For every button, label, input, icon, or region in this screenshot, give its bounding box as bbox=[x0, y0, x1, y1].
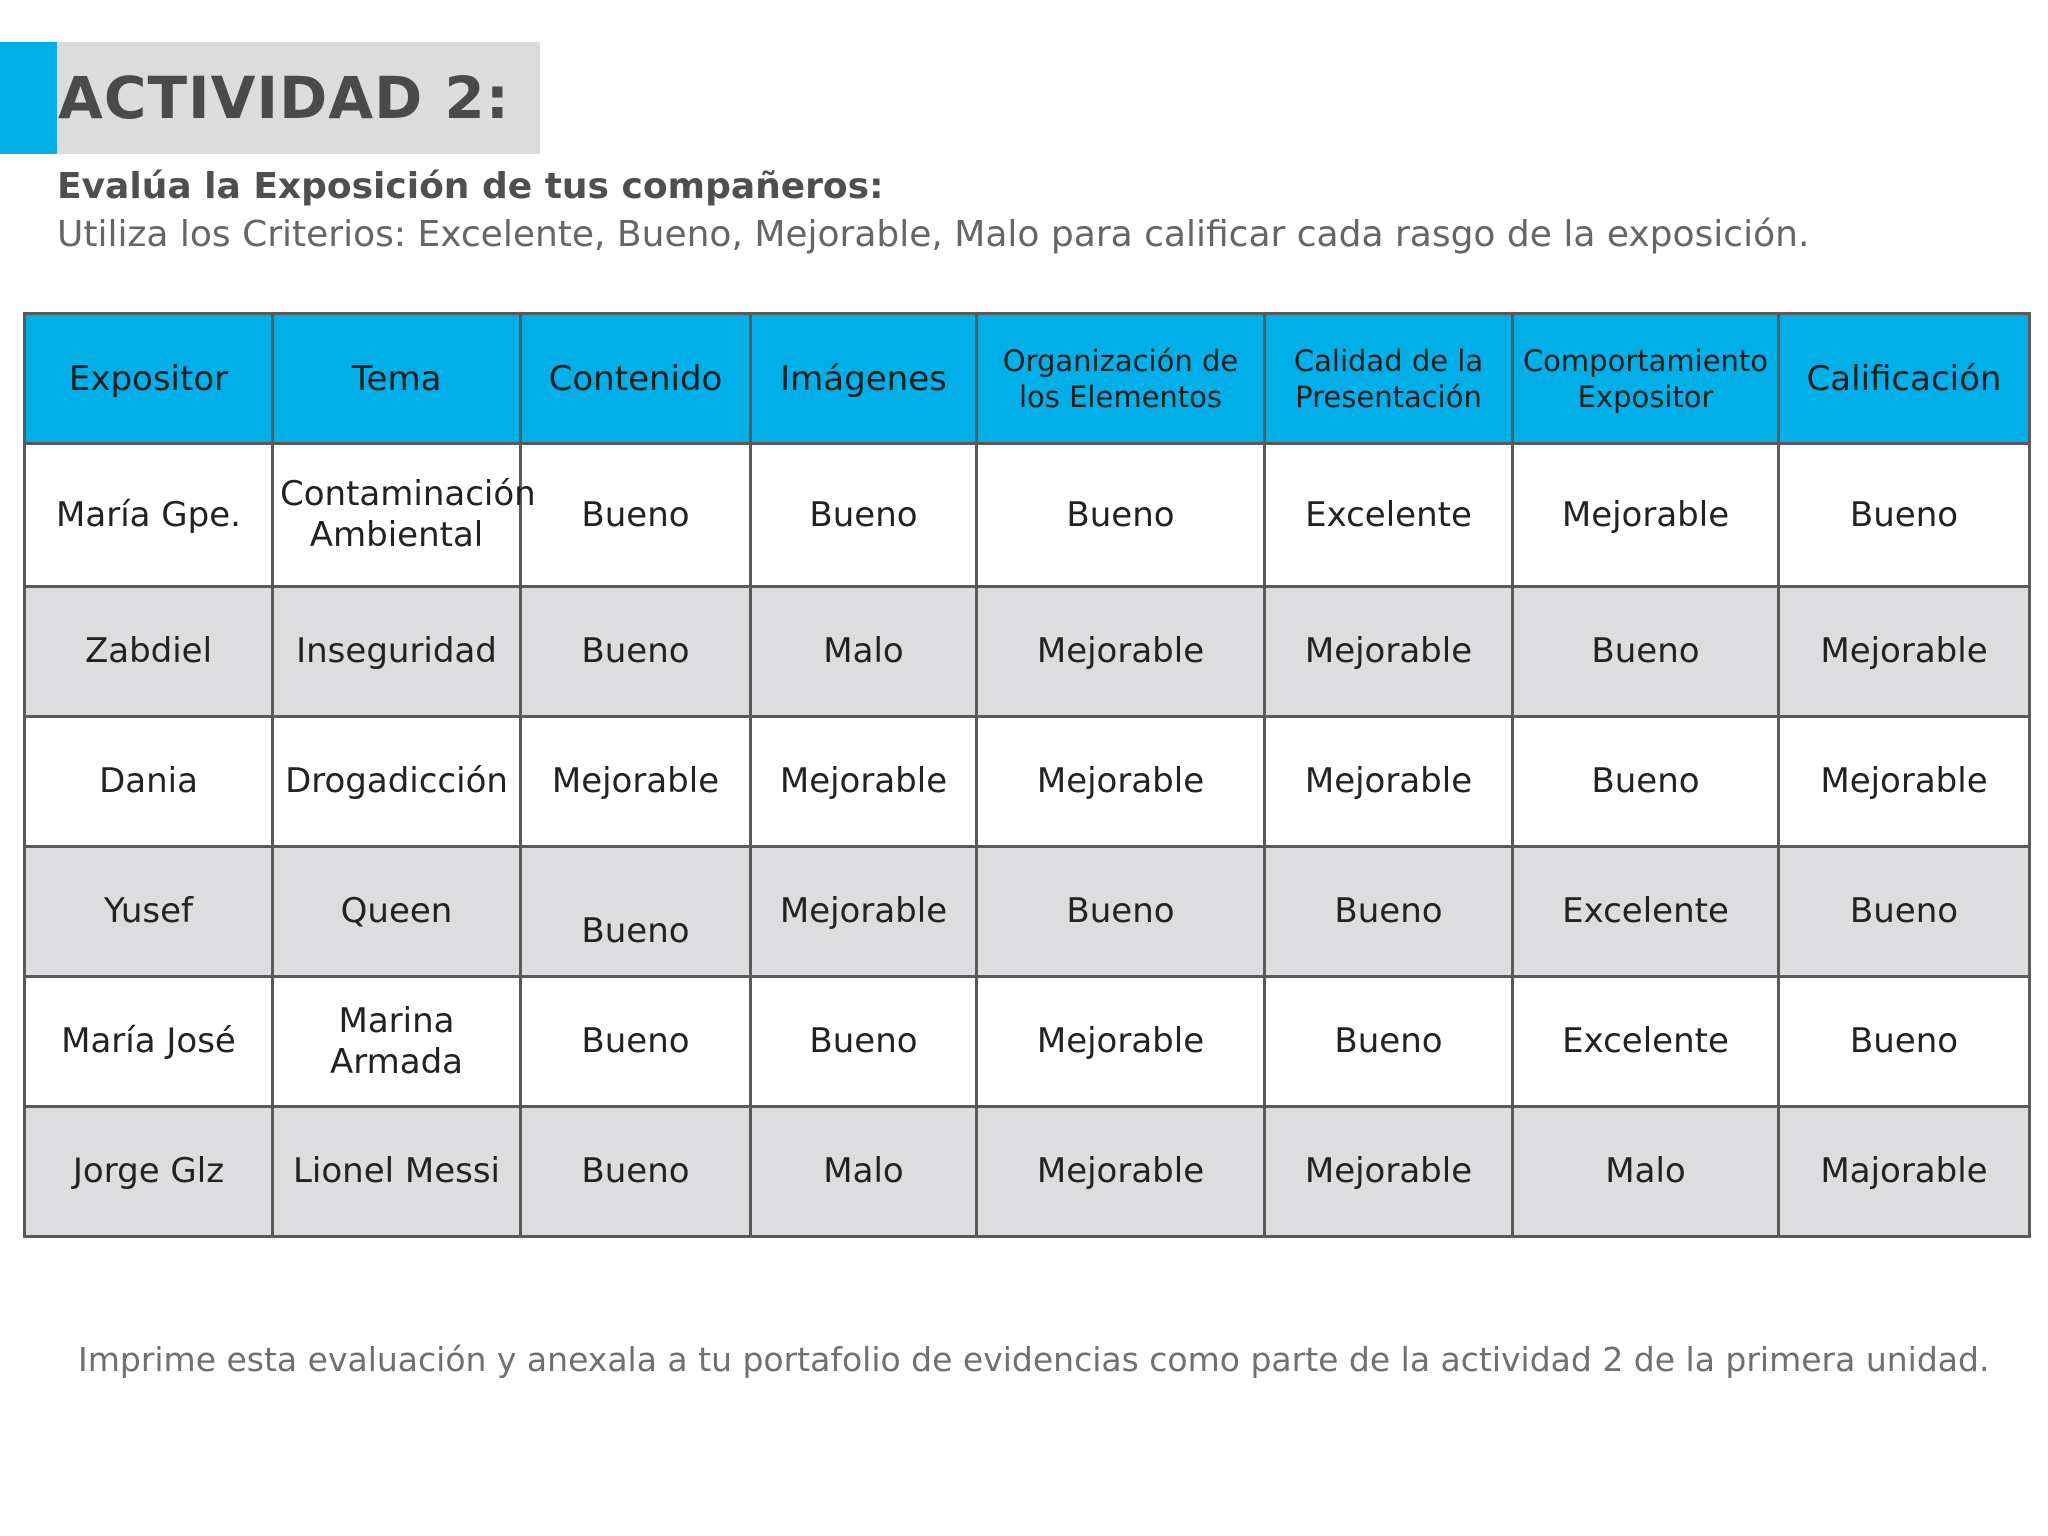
table-row bbox=[25, 587, 2030, 717]
cell-expositor: Dania bbox=[25, 717, 273, 847]
column-header-imagenes: Imágenes bbox=[751, 314, 977, 444]
cell-tema: Marina Armada bbox=[273, 977, 521, 1107]
cell-imagenes: Mejorable bbox=[751, 847, 977, 977]
cell-calidad: Bueno bbox=[1265, 977, 1513, 1107]
cell-contenido: Mejorable bbox=[521, 717, 751, 847]
cell-contenido: Bueno bbox=[521, 587, 751, 717]
footer-note: Imprime esta evaluación y anexala a tu portafolio de evidencias como parte de la actividad 2 de la primera unidad. bbox=[78, 1340, 1990, 1379]
cell-organizacion: Mejorable bbox=[977, 717, 1265, 847]
cell-comportamiento: Bueno bbox=[1513, 587, 1779, 717]
cell-calificacion: Majorable bbox=[1779, 1107, 2030, 1237]
cell-comportamiento: Excelente bbox=[1513, 977, 1779, 1107]
table-row bbox=[25, 977, 2030, 1107]
cell-calificacion: Mejorable bbox=[1779, 587, 2030, 717]
table-row bbox=[25, 1107, 2030, 1237]
cell-tema: Lionel Messi bbox=[273, 1107, 521, 1237]
cell-contenido: Bueno bbox=[521, 977, 751, 1107]
cell-expositor: Yusef bbox=[25, 847, 273, 977]
table-row bbox=[25, 444, 2030, 587]
table-row bbox=[25, 847, 2030, 977]
cell-calidad: Mejorable bbox=[1265, 587, 1513, 717]
cell-imagenes: Bueno bbox=[751, 444, 977, 587]
cell-organizacion: Bueno bbox=[977, 444, 1265, 587]
cell-imagenes: Mejorable bbox=[751, 717, 977, 847]
column-header-tema: Tema bbox=[273, 314, 521, 444]
cell-tema: Drogadicción bbox=[273, 717, 521, 847]
cell-comportamiento: Excelente bbox=[1513, 847, 1779, 977]
page-title: ACTIVIDAD 2: bbox=[58, 64, 510, 132]
cell-contenido bbox=[521, 847, 751, 977]
title-banner bbox=[57, 42, 540, 154]
column-header-contenido: Contenido bbox=[521, 314, 751, 444]
cell-comportamiento: Mejorable bbox=[1513, 444, 1779, 587]
accent-bar bbox=[0, 42, 57, 154]
table-header-row bbox=[25, 314, 2030, 444]
cell-expositor: Jorge Glz bbox=[25, 1107, 273, 1237]
cell-tema: Inseguridad bbox=[273, 587, 521, 717]
cell-comportamiento: Malo bbox=[1513, 1107, 1779, 1237]
column-header-comportamiento: Comportamiento Expositor bbox=[1513, 314, 1779, 444]
cell-calidad: Excelente bbox=[1265, 444, 1513, 587]
cell-organizacion: Mejorable bbox=[977, 977, 1265, 1107]
cell-imagenes: Malo bbox=[751, 587, 977, 717]
cell-tema: Contaminación Ambiental bbox=[273, 444, 521, 587]
column-header-expositor: Expositor bbox=[25, 314, 273, 444]
cell-calidad: Mejorable bbox=[1265, 717, 1513, 847]
cell-expositor: María Gpe. bbox=[25, 444, 273, 587]
cell-contenido: Bueno bbox=[521, 1107, 751, 1237]
evaluation-table bbox=[23, 312, 2031, 1238]
cell-calificacion: Bueno bbox=[1779, 847, 2030, 977]
cell-expositor: Zabdiel bbox=[25, 587, 273, 717]
cell-calificacion: Mejorable bbox=[1779, 717, 2030, 847]
cell-tema: Queen bbox=[273, 847, 521, 977]
column-header-calificacion: Calificación bbox=[1779, 314, 2030, 444]
cell-comportamiento: Bueno bbox=[1513, 717, 1779, 847]
column-header-calidad: Calidad de la Presentación bbox=[1265, 314, 1513, 444]
cell-contenido-text: Bueno bbox=[581, 911, 690, 951]
table-row bbox=[25, 717, 2030, 847]
instructions: Utiliza los Criterios: Excelente, Bueno, Mejorable, Malo para calificar cada rasgo de la exposición. bbox=[57, 214, 1810, 255]
cell-organizacion: Bueno bbox=[977, 847, 1265, 977]
column-header-organizacion: Organización de los Elementos bbox=[977, 314, 1265, 444]
subtitle: Evalúa la Exposición de tus compañeros: bbox=[57, 166, 884, 207]
cell-calidad: Bueno bbox=[1265, 847, 1513, 977]
cell-organizacion: Mejorable bbox=[977, 587, 1265, 717]
cell-calificacion: Bueno bbox=[1779, 444, 2030, 587]
cell-expositor: María José bbox=[25, 977, 273, 1107]
cell-calidad: Mejorable bbox=[1265, 1107, 1513, 1237]
cell-imagenes: Bueno bbox=[751, 977, 977, 1107]
cell-imagenes: Malo bbox=[751, 1107, 977, 1237]
cell-contenido: Bueno bbox=[521, 444, 751, 587]
cell-calificacion: Bueno bbox=[1779, 977, 2030, 1107]
cell-organizacion: Mejorable bbox=[977, 1107, 1265, 1237]
